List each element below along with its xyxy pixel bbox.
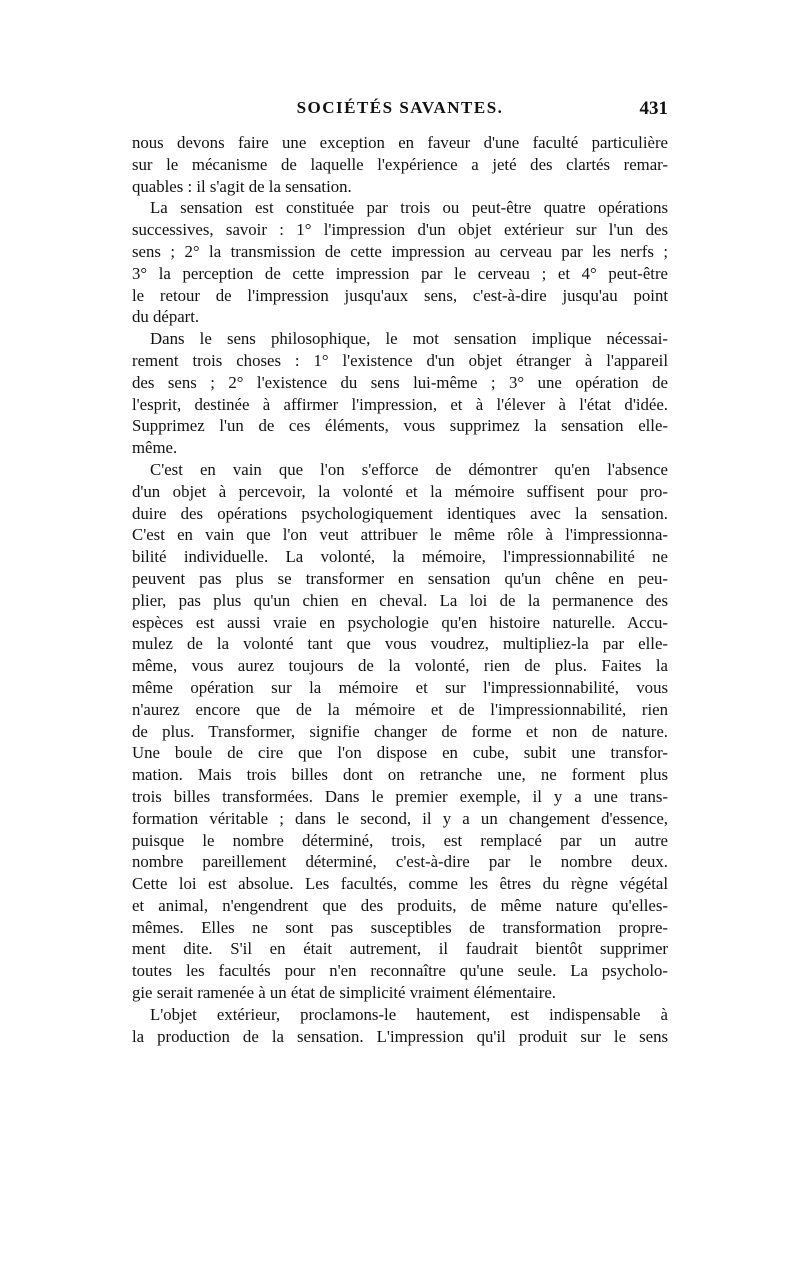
text-line: même. bbox=[132, 438, 178, 458]
running-title: SOCIÉTÉS SAVANTES. bbox=[296, 98, 504, 117]
paragraph bbox=[132, 132, 668, 197]
text-line: successives, savoir : 1° l'impression d'un objet extérieur sur l'un des bbox=[132, 220, 668, 240]
text-line: la production de la sensation. L'impression qu'il produit sur le sens bbox=[132, 1026, 668, 1046]
running-head bbox=[132, 98, 668, 128]
text-line: Supprimez l'un de ces éléments, vous supprimez la sensation elle- bbox=[132, 416, 668, 436]
text-line: Une boule de cire que l'on dispose en cube, subit une transfor- bbox=[132, 743, 668, 763]
paragraph bbox=[132, 1004, 668, 1048]
text-line: sur le mécanisme de laquelle l'expérience a jeté des clartés remar- bbox=[132, 154, 668, 174]
text-line: n'aurez encore que de la mémoire et de l'impressionnabilité, rien bbox=[132, 699, 668, 719]
body-text bbox=[132, 132, 668, 1047]
text-line: des sens ; 2° l'existence du sens lui-même ; 3° une opération de bbox=[132, 372, 668, 392]
text-line: La sensation est constituée par trois ou peut-être quatre opérations bbox=[150, 198, 668, 218]
text-line: et animal, n'engendrent que des produits, de même nature qu'elles- bbox=[132, 895, 668, 915]
text-line: même opération sur la mémoire et sur l'impressionnabilité, vous bbox=[132, 677, 668, 697]
text-line: le retour de l'impression jusqu'aux sens, c'est-à-dire jusqu'au point bbox=[132, 285, 668, 305]
paragraph bbox=[132, 459, 668, 1004]
text-line: espèces est aussi vraie en psychologie qu'en histoire naturelle. Accu- bbox=[132, 612, 668, 632]
text-line: 3° la perception de cette impression par le cerveau ; et 4° peut-être bbox=[132, 263, 668, 283]
text-line: l'esprit, destinée à affirmer l'impression, et à l'élever à l'état d'idée. bbox=[132, 394, 668, 414]
text-line: plier, pas plus qu'un chien en cheval. La loi de la permanence des bbox=[132, 590, 668, 610]
text-line: mation. Mais trois billes dont on retranche une, ne forment plus bbox=[132, 765, 668, 785]
text-line: mêmes. Elles ne sont pas susceptibles de transformation propre- bbox=[132, 917, 668, 937]
text-line: de plus. Transformer, signifie changer de forme et non de nature. bbox=[132, 721, 668, 741]
text-line: même, vous aurez toujours de la volonté, rien de plus. Faites la bbox=[132, 656, 668, 676]
text-line: C'est en vain que l'on veut attribuer le même rôle à l'impressionna- bbox=[132, 525, 668, 545]
text-line: duire des opérations psychologiquement identiques avec la sensation. bbox=[132, 503, 668, 523]
text-line: d'un objet à percevoir, la volonté et la mémoire suffisent pour pro- bbox=[132, 481, 668, 501]
text-line: du départ. bbox=[132, 307, 200, 327]
text-line: nous devons faire une exception en faveur d'une faculté particulière bbox=[132, 133, 668, 152]
text-line: trois billes transformées. Dans le premier exemple, il y a une trans- bbox=[132, 786, 668, 806]
text-line: sens ; 2° la transmission de cette impression au cerveau par les nerfs ; bbox=[132, 241, 668, 261]
text-line: nombre pareillement déterminé, c'est-à-dire par le nombre deux. bbox=[132, 852, 668, 872]
text-line: formation véritable ; dans le second, il y a un changement d'essence, bbox=[132, 808, 668, 828]
text-line: bilité individuelle. La volonté, la mémoire, l'impressionnabilité ne bbox=[132, 547, 668, 567]
text-line: toutes les facultés pour n'en reconnaître qu'une seule. La psycholo- bbox=[132, 961, 668, 981]
text-line: C'est en vain que l'on s'efforce de démontrer qu'en l'absence bbox=[150, 459, 668, 479]
text-line: gie serait ramenée à un état de simplicité vraiment élémentaire. bbox=[132, 983, 556, 1003]
text-line: rement trois choses : 1° l'existence d'un objet étranger à l'appareil bbox=[132, 350, 668, 370]
text-line: Dans le sens philosophique, le mot sensation implique nécessai- bbox=[150, 329, 668, 349]
text-line: L'objet extérieur, proclamons-le hautement, est indispensable à bbox=[150, 1004, 668, 1024]
text-line: ment dite. S'il en était autrement, il faudrait bientôt supprimer bbox=[132, 939, 668, 959]
paragraph bbox=[132, 197, 668, 328]
text-line: quables : il s'agit de la sensation. bbox=[132, 176, 352, 196]
text-line: mulez de la volonté tant que vous voudrez, multipliez-la par elle- bbox=[132, 634, 668, 654]
text-line: puisque le nombre déterminé, trois, est remplacé par un autre bbox=[132, 830, 668, 850]
page-number: 431 bbox=[639, 98, 668, 119]
text-line: peuvent pas plus se transformer en sensation qu'un chêne en peu- bbox=[132, 568, 668, 588]
text-line: Cette loi est absolue. Les facultés, comme les êtres du règne végétal bbox=[132, 874, 668, 894]
paragraph bbox=[132, 328, 668, 459]
